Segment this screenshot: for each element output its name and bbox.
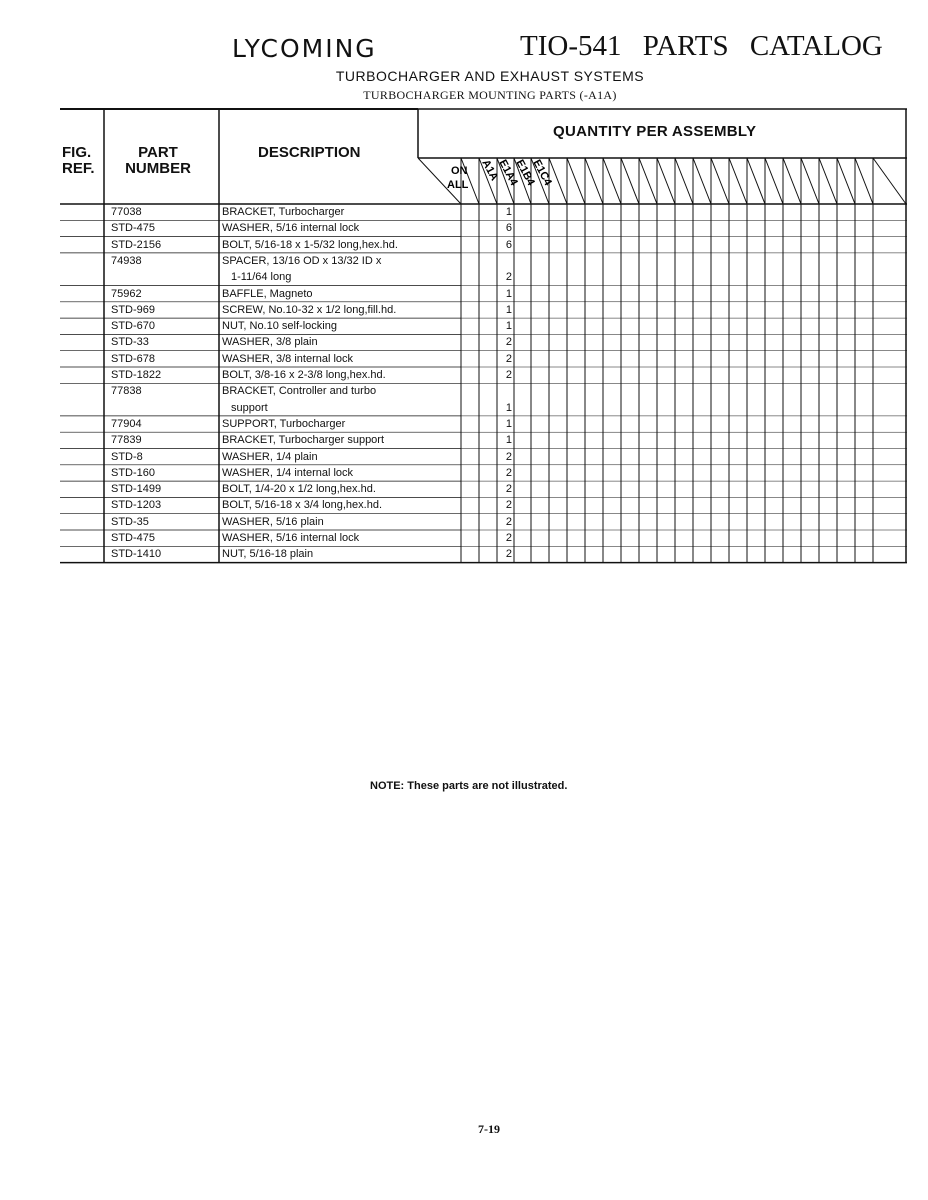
part-number: STD-2156 xyxy=(111,238,162,251)
quantity-value: 2 xyxy=(505,548,512,561)
part-number: STD-1499 xyxy=(111,483,162,496)
quantity-header: QUANTITY PER ASSEMBLY xyxy=(553,123,757,140)
diagonal-line xyxy=(819,158,837,204)
part-description: BOLT, 3/8-16 x 2-3/8 long,hex.hd. xyxy=(222,369,386,381)
fig-header-line2: REF. xyxy=(62,160,95,177)
part-number: STD-160 xyxy=(111,466,156,479)
diagonal-line xyxy=(657,158,675,204)
catalog-title: TIO-541 PARTS CATALOG xyxy=(520,30,883,62)
quantity-value: 1 xyxy=(505,303,512,316)
fig-header-line1: FIG. xyxy=(62,144,92,161)
diagonal-line xyxy=(693,158,711,204)
footnote: NOTE: These parts are not illustrated. xyxy=(370,780,568,792)
part-description: BRACKET, Turbocharger xyxy=(222,206,345,218)
part-description: WASHER, 5/16 internal lock xyxy=(222,532,360,544)
part-description: BOLT, 5/16-18 x 1-5/32 long,hex.hd. xyxy=(222,238,398,251)
model-label-e1a4: E1A4 xyxy=(496,157,520,188)
part-description: WASHER, 3/8 plain xyxy=(222,336,318,349)
part-number: STD-969 xyxy=(111,303,156,316)
brand-name: LYCOMING xyxy=(232,34,377,63)
model-label-all: ALL xyxy=(447,179,469,191)
part-description: WASHER, 1/4 internal lock xyxy=(222,466,354,479)
quantity-value: 2 xyxy=(505,450,512,463)
quantity-value: 1 xyxy=(505,206,512,218)
part-number: STD-35 xyxy=(111,515,149,528)
diagonal-line xyxy=(675,158,693,204)
part-description: BOLT, 1/4-20 x 1/2 long,hex.hd. xyxy=(222,483,376,496)
quantity-value: 2 xyxy=(505,271,512,284)
part-description: SPACER, 13/16 OD x 13/32 ID x xyxy=(222,254,382,267)
part-number: 77038 xyxy=(111,206,142,218)
part-number: STD-670 xyxy=(111,320,156,333)
quantity-value: 2 xyxy=(505,336,512,349)
quantity-value: 1 xyxy=(505,401,512,414)
part-number: STD-678 xyxy=(111,352,156,365)
quantity-value: 1 xyxy=(505,287,512,300)
diagonal-line xyxy=(729,158,747,204)
part-number: 77838 xyxy=(111,385,142,398)
quantity-value: 1 xyxy=(505,320,512,333)
diagonal-line xyxy=(639,158,657,204)
part-description: 1-11/64 long xyxy=(231,271,292,284)
part-description: BAFFLE, Magneto xyxy=(222,287,313,300)
part-header-line1: PART xyxy=(138,144,178,161)
subsection-title: TURBOCHARGER MOUNTING PARTS (-A1A) xyxy=(363,88,617,102)
diagonal-line xyxy=(567,158,585,204)
diagonal-line xyxy=(783,158,801,204)
part-description: BRACKET, Controller and turbo xyxy=(222,385,377,398)
part-description: NUT, 5/16-18 plain xyxy=(222,548,314,561)
quantity-value: 6 xyxy=(505,238,512,251)
diagonal-line xyxy=(747,158,765,204)
quantity-value: 6 xyxy=(505,222,512,235)
quantity-value: 1 xyxy=(505,417,512,430)
part-description: WASHER, 5/16 internal lock xyxy=(222,222,360,235)
part-number: 77904 xyxy=(111,417,142,430)
part-description: WASHER, 5/16 plain xyxy=(222,515,324,528)
part-number: STD-1410 xyxy=(111,548,162,561)
part-description: SCREW, No.10-32 x 1/2 long,fill.hd. xyxy=(222,303,397,316)
quantity-value: 2 xyxy=(505,499,512,512)
part-description: support xyxy=(231,401,268,414)
diagonal-line xyxy=(585,158,603,204)
quantity-value: 2 xyxy=(505,515,512,528)
part-header-line2: NUMBER xyxy=(125,160,191,177)
model-label-on: ON xyxy=(451,165,468,177)
part-description: BOLT, 5/16-18 x 3/4 long,hex.hd. xyxy=(222,499,383,512)
model-label-e1c4: E1C4 xyxy=(530,157,554,188)
model-label-e1b4: E1B4 xyxy=(513,157,537,188)
diagonal-line xyxy=(855,158,873,204)
part-description: WASHER, 3/8 internal lock xyxy=(222,352,354,365)
quantity-value: 2 xyxy=(505,369,512,381)
quantity-value: 2 xyxy=(505,352,512,365)
quantity-value: 2 xyxy=(505,483,512,496)
diagonal-line xyxy=(621,158,639,204)
quantity-value: 2 xyxy=(505,466,512,479)
part-number: STD-1203 xyxy=(111,499,162,512)
quantity-value: 2 xyxy=(505,532,512,544)
part-description: BRACKET, Turbocharger support xyxy=(222,434,385,447)
part-description: SUPPORT, Turbocharger xyxy=(222,417,346,430)
part-number: STD-1822 xyxy=(111,369,162,381)
diagonal-line xyxy=(765,158,783,204)
part-number: 74938 xyxy=(111,254,142,267)
part-description: NUT, No.10 self-locking xyxy=(222,320,337,333)
diagonal-line xyxy=(873,158,906,204)
diagonal-line xyxy=(837,158,855,204)
part-description: WASHER, 1/4 plain xyxy=(222,450,318,463)
part-number: STD-8 xyxy=(111,450,143,463)
section-title: TURBOCHARGER AND EXHAUST SYSTEMS xyxy=(335,68,645,84)
diagonal-line xyxy=(603,158,621,204)
diagonal-line xyxy=(711,158,729,204)
part-number: 75962 xyxy=(111,287,142,300)
part-number: 77839 xyxy=(111,434,142,447)
part-number: STD-475 xyxy=(111,222,156,235)
model-label-a1a: A1A xyxy=(479,157,501,183)
description-header: DESCRIPTION xyxy=(258,144,361,161)
quantity-value: 1 xyxy=(505,434,512,447)
diagonal-line xyxy=(801,158,819,204)
part-number: STD-33 xyxy=(111,336,149,349)
part-number: STD-475 xyxy=(111,532,156,544)
page-number: 7-19 xyxy=(478,1122,500,1136)
